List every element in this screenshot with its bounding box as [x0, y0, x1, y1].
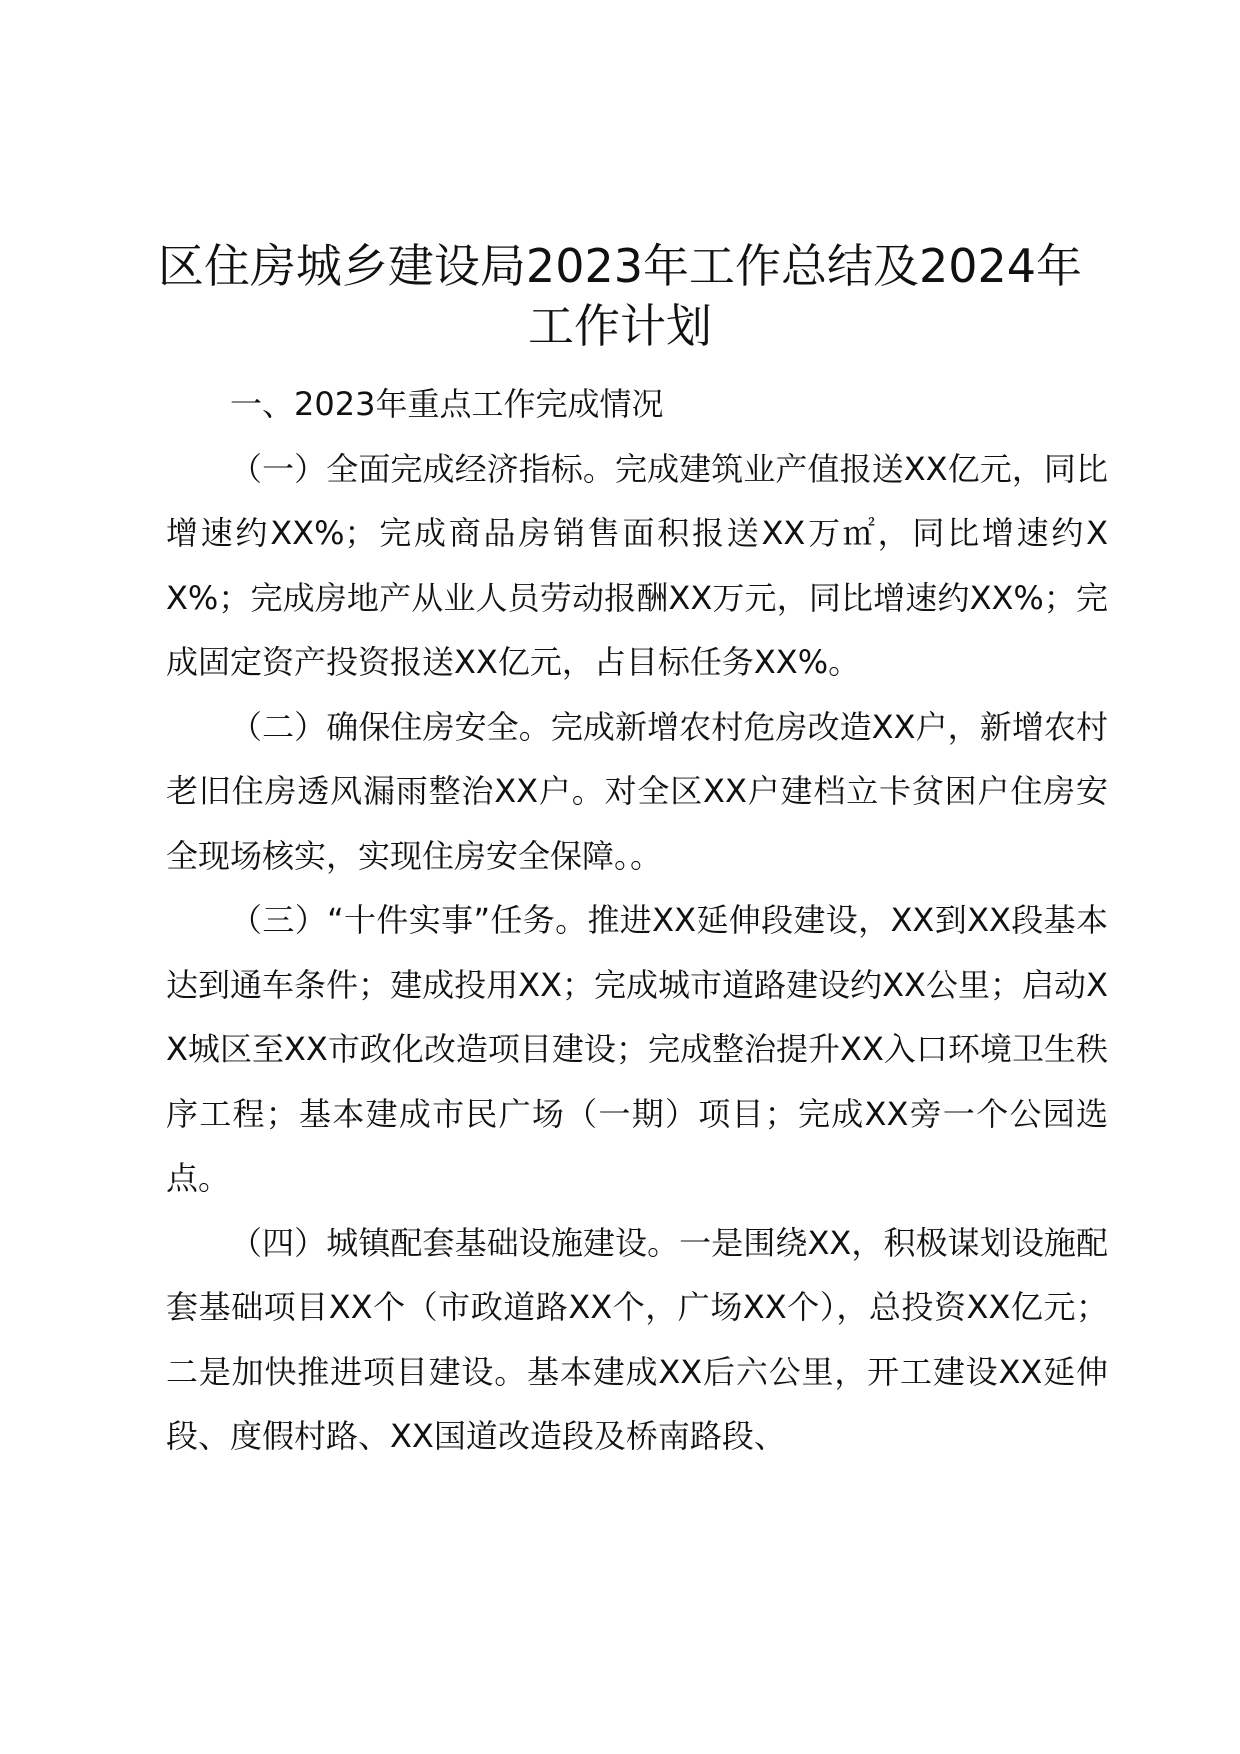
paragraph-infrastructure: （四）城镇配套基础设施建设。一是围绕XX，积极谋划设施配套基础项目XX个（市政道路XX个，广场XX个），总投资XX亿元；二是加快推进项目建设。基本建成XX后六公里，开工建设XX延伸段、度假村路、XX国道改造段及桥南路段、: [166, 1223, 1108, 1455]
document-title: 区住房城乡建设局2023年工作总结及2024年工作计划: [157, 239, 1083, 353]
paragraph-economic-indicators: （一）全面完成经济指标。完成建筑业产值报送XX亿元，同比增速约XX%；完成商品房销售面积报送XX万㎡，同比增速约XX%；完成房地产从业人员劳动报酬XX万元，同比增速约XX%；完成固定资产投资报送XX亿元，占目标任务XX%。: [166, 449, 1108, 681]
paragraph-housing-safety: （二）确保住房安全。完成新增农村危房改造XX户，新增农村老旧住房透风漏雨整治XX户。对全区XX户建档立卡贫困户住房安全现场核实，实现住房安全保障。。: [166, 707, 1108, 875]
paragraph-ten-practical-matters: （三）“十件实事”任务。推进XX延伸段建设，XX到XX段基本达到通车条件；建成投用XX；完成城市道路建设约XX公里；启动XX城区至XX市政化改造项目建设；完成整治提升XX入口环境卫生秩序工程；基本建成市民广场（一期）项目；完成XX旁一个公园选点。: [166, 901, 1108, 1197]
document-body: [166, 372, 1108, 1469]
section-heading: 一、2023年重点工作完成情况: [230, 385, 664, 423]
